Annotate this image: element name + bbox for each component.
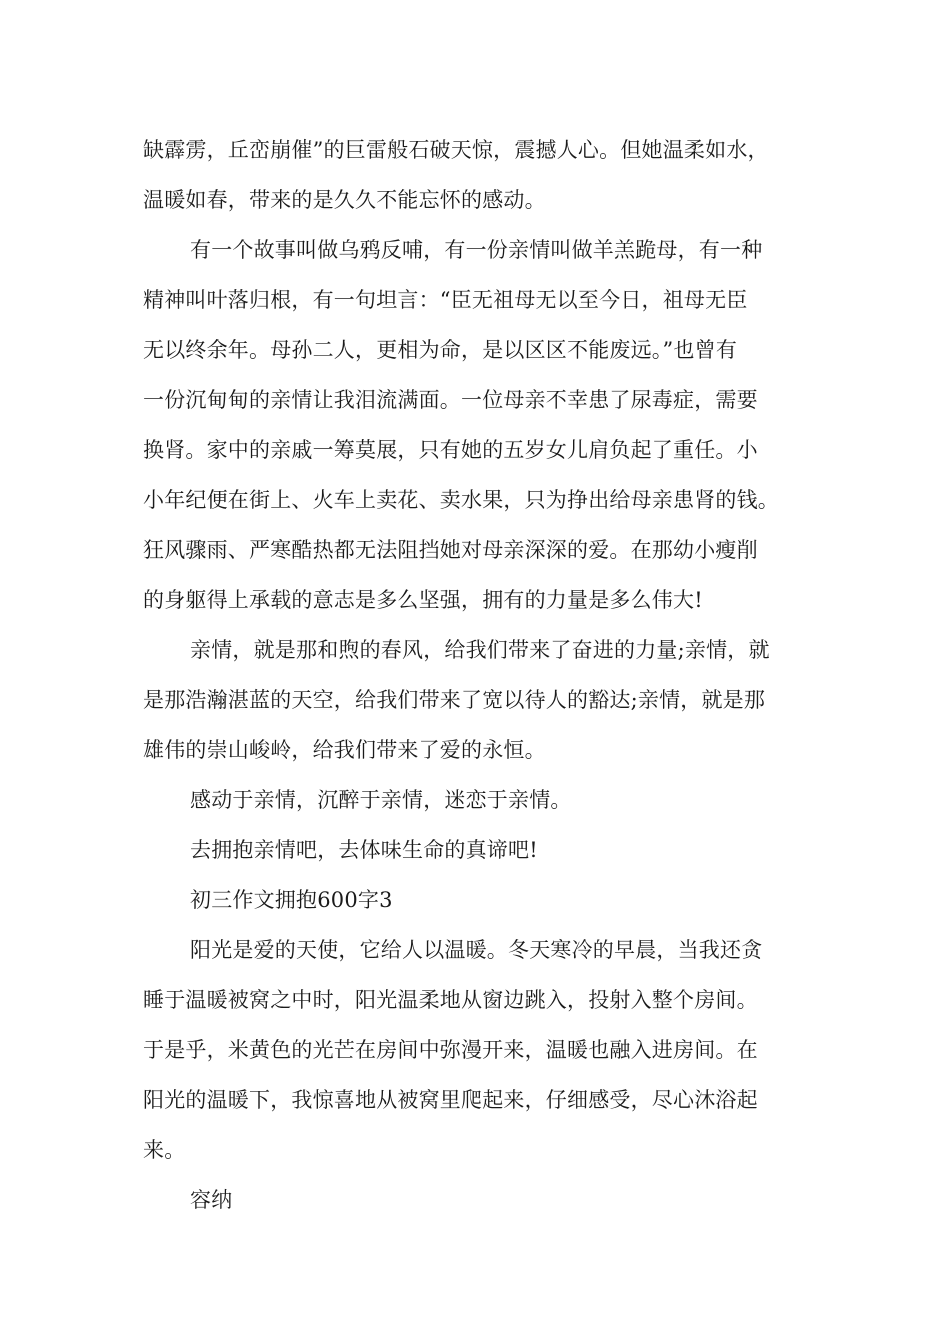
paragraph-first-line: 去拥抱亲情吧，去体味生命的真谛吧!: [190, 838, 538, 862]
text-line: 阳光的温暖下，我惊喜地从被窝里爬起来，仔细感受，尽心沐浴起: [143, 1088, 758, 1112]
paragraph-first-line: 感动于亲情，沉醉于亲情，迷恋于亲情。: [190, 788, 572, 812]
paragraph-first-line: 亲情，就是那和煦的春风，给我们带来了奋进的力量;亲情，就: [190, 638, 770, 662]
section-heading: 初三作文拥抱600字3: [190, 888, 393, 912]
text-line: 睡于温暖被窝之中时，阳光温柔地从窗边跳入，投射入整个房间。: [143, 988, 758, 1012]
text-line: 来。: [143, 1138, 186, 1162]
text-line: 雄伟的崇山峻岭，给我们带来了爱的永恒。: [143, 738, 546, 762]
text-line: 的身躯得上承载的意志是多么坚强，拥有的力量是多么伟大!: [143, 588, 703, 612]
paragraph-first-line: 容纳: [190, 1188, 233, 1212]
text-line: 换肾。家中的亲戚一筹莫展，只有她的五岁女儿肩负起了重任。小: [143, 438, 758, 462]
text-line: 温暖如春，带来的是久久不能忘怀的感动。: [143, 188, 546, 212]
text-line: 于是乎，米黄色的光芒在房间中弥漫开来，温暖也融入进房间。在: [143, 1038, 758, 1062]
text-line: 小年纪便在街上、火车上卖花、卖水果，只为挣出给母亲患肾的钱。: [143, 488, 779, 512]
text-line: 狂风骤雨、严寒酷热都无法阻挡她对母亲深深的爱。在那幼小瘦削: [143, 538, 758, 562]
text-line: 一份沉甸甸的亲情让我泪流满面。一位母亲不幸患了尿毒症，需要: [143, 388, 758, 412]
text-line: 是那浩瀚湛蓝的天空，给我们带来了宽以待人的豁达;亲情，就是那: [143, 688, 766, 712]
text-line: 缺霹雳，丘峦崩催”的巨雷般石破天惊，震撼人心。但她温柔如水，: [143, 138, 769, 162]
text-line: 精神叫叶落归根，有一句坦言：“臣无祖母无以至今日，祖母无臣: [143, 288, 748, 312]
paragraph-first-line: 阳光是爱的天使，它给人以温暖。冬天寒冷的早晨，当我还贪: [190, 938, 763, 962]
text-line: 无以终余年。母孙二人，更相为命，是以区区不能废远。”也曾有: [143, 338, 738, 362]
paragraph-first-line: 有一个故事叫做乌鸦反哺，有一份亲情叫做羊羔跪母，有一种: [190, 238, 763, 262]
